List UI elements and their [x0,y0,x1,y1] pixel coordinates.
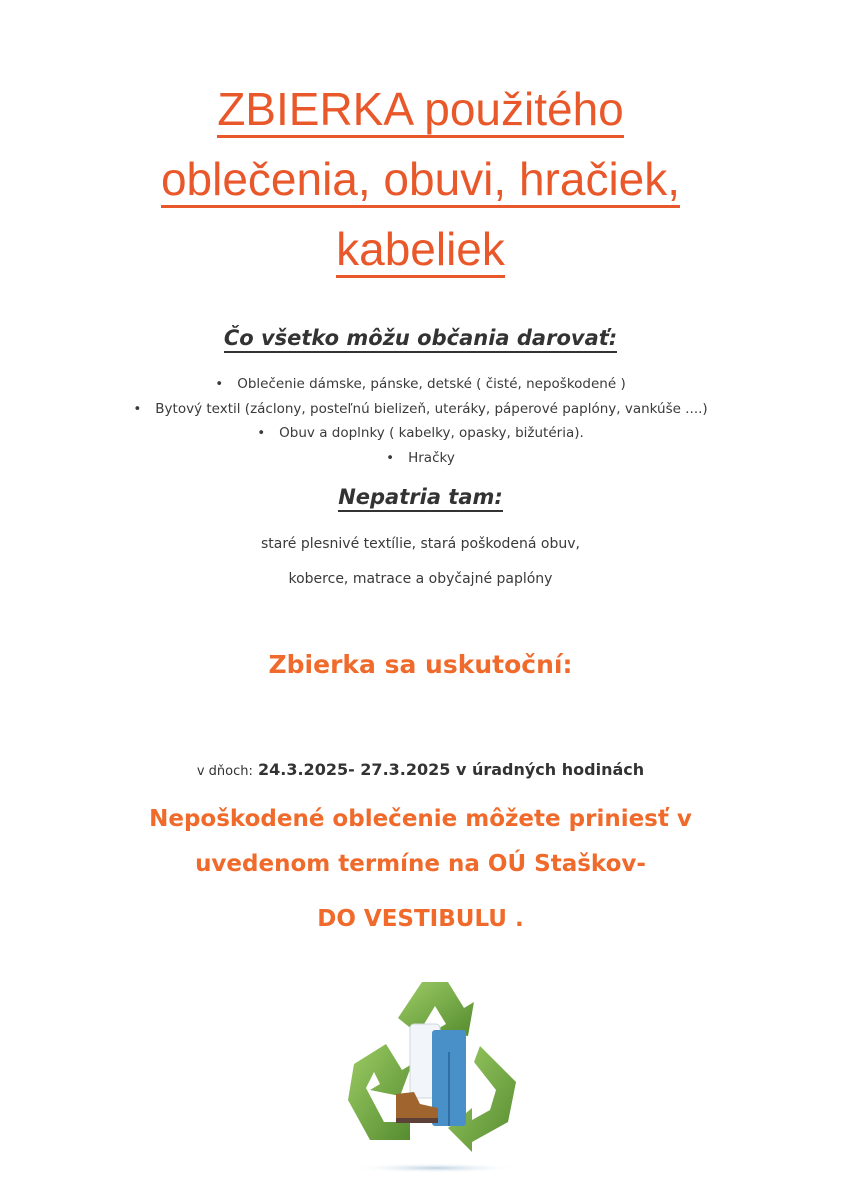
title-line-3: kabeliek [336,223,505,278]
donate-list [0,372,841,470]
note-line-2: uvedenom termíne na OÚ Staškov- [195,851,646,877]
event-heading: Zbierka sa uskutoční: [268,650,573,679]
list-item: • Obuv a doplnky ( kabelky, opasky, bižutéria). [0,421,841,446]
event-dates [0,760,841,779]
donate-heading [0,326,841,350]
list-item: • Oblečenie dámske, pánske, detské ( čisté, nepoškodené ) [0,372,841,397]
excluded-line-1: staré plesnivé textílie, stará poškodená obuv, [260,536,580,552]
note-line-3: DO VESTIBULU . [317,906,524,932]
title-line-1: ZBIERKA použitého [217,83,624,138]
note-line-1: Nepoškodené oblečenie môžete priniesť v [149,806,692,832]
page-title [0,78,841,288]
excluded-line-2: koberce, matrace a obyčajné paplóny [288,571,553,587]
dates-prefix: v dňoch: [196,764,253,779]
list-item: • Bytový textil (záclony, posteľnú bielizeň, uteráky, páperové paplóny, vankúše ....) [0,397,841,422]
list-item: • Hračky [0,446,841,471]
excluded-heading-text: Nepatria tam: [338,485,503,512]
donate-heading-text: Čo všetko môžu občania darovať: [224,326,617,353]
recycle-clothing-icon [340,972,530,1182]
title-line-2: oblečenia, obuvi, hračiek, [161,153,680,208]
excluded-heading [0,485,841,509]
dates-value: 24.3.2025- 27.3.2025 v úradných hodinách [258,760,645,779]
